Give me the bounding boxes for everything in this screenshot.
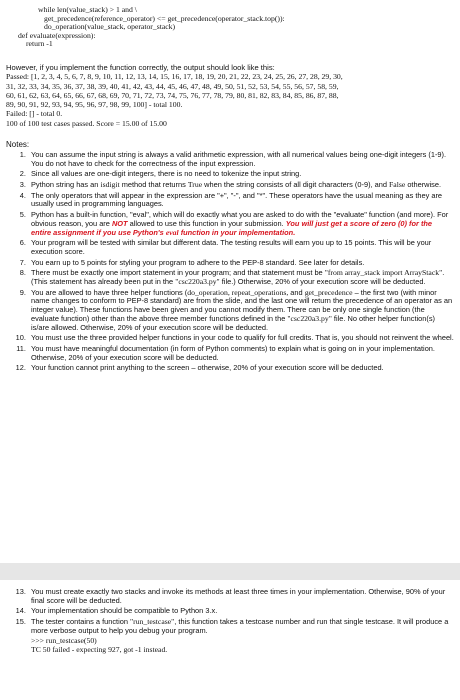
note-text: The tester contains a function — [31, 616, 131, 626]
passed-line: 31, 32, 33, 34, 35, 36, 37, 38, 39, 40, 41, 42, 43, 44, 45, 46, 47, 48, 49, 50, 51, 52, 53, 54, 55, 56, 57, 58, 59, — [6, 81, 339, 91]
note-text: when the string consists of all digit characters (0-9), and — [202, 180, 390, 190]
note-text: The only operators that will appear in the expression are "+", "-", and "*". These operators have the usual meaning as they are usually used in programming languages. — [31, 190, 443, 209]
code-line: do_operation(value_stack, operator_stack) — [44, 22, 176, 32]
console-command: >>> run_testcase(50) — [31, 635, 97, 645]
note-item — [28, 181, 454, 190]
note-text: Your implementation should be compatible to Python 3.x. — [31, 606, 218, 616]
failed-line: Failed: [] - total 0. — [6, 109, 63, 119]
note-item — [28, 345, 454, 363]
inline-code: False — [389, 180, 406, 190]
note-text: You must have meaningful documentation (in form of Python comments) to explain what is going on in your implementation. Otherwise, 20% of your execution score will be deducted. — [31, 343, 435, 362]
note-text: You must use the three provided helper functions in your code to qualify for full credits. That is, you should not reinvent the wheel. — [31, 333, 454, 343]
code-line: return -1 — [26, 39, 53, 49]
note-item — [28, 289, 454, 333]
code-line: get_precedence(reference_operator) <= get_precedence(operator_stack.top()): — [44, 13, 285, 23]
score-line: 100 of 100 test cases passed. Score = 15.00 of 15.00 — [6, 118, 167, 128]
note-text: otherwise. — [405, 180, 442, 190]
page-separator — [0, 563, 460, 580]
inline-code: "run_testcase" — [130, 616, 175, 626]
expected-output — [6, 63, 454, 128]
notes-list — [6, 151, 454, 373]
code-line: def evaluate(expression): — [18, 30, 96, 40]
note-text: and — [288, 287, 305, 297]
note-text: file.) Otherwise, 20% of your execution score will be deducted. — [219, 276, 426, 286]
note-item — [28, 588, 454, 606]
note-text: , this function takes a testcase number and run that single testcase. It will produce a more verbose output to help you debug your program. — [31, 616, 449, 635]
passed-line: 60, 61, 62, 63, 64, 65, 66, 67, 68, 69, 70, 71, 72, 73, 74, 75, 76, 77, 78, 79, 80, 81, 82, 83, 84, 85, 86, 87, 88, — [6, 90, 339, 100]
note-item — [28, 192, 454, 210]
warning-text: You will just get a score of zero (0) for the entire assignment if you use Python's — [31, 218, 433, 237]
note-text: There must be exactly one import statement in your program; and that statement must be — [31, 268, 325, 278]
emphasis: NOT — [111, 218, 128, 228]
inline-code: isdigit — [100, 180, 120, 190]
note-item — [28, 211, 454, 237]
note-item — [28, 151, 454, 169]
note-text: You can assume the input string is always a valid arithmetic expression, with all numerical values being one-digit integers (1-9). You do not have to check for the correctness of the input expression. — [31, 150, 447, 168]
inline-code: "csc220a3.py" — [287, 313, 332, 323]
note-text: file. No other helper function(s) is/are allowed. Otherwise, 20% of your execution score will be deducted. — [31, 313, 435, 332]
note-text: Python string has an — [31, 180, 101, 190]
inline-code: True — [187, 180, 203, 190]
note-text: method that returns — [119, 180, 188, 190]
code-snippet — [6, 6, 454, 49]
note-text: allowed to use this function in your submission. — [127, 218, 286, 228]
note-text: . (This statement has already been put in the — [31, 268, 445, 286]
note-text: You are allowed to have three helper functions ( — [31, 287, 188, 297]
note-text: You must create exactly two stacks and invoke its methods at least three times in your implementation. Otherwise, 90% of your final score will be deducted. — [31, 587, 446, 605]
note-item — [28, 607, 454, 616]
note-item — [28, 334, 454, 343]
note-text: You earn up to 5 points for styling your program to adhere to the PEP-8 standard. See later for details. — [31, 257, 365, 267]
note-item — [28, 170, 454, 179]
console-output: TC 50 failed - expecting 927, got -1 instead. — [31, 644, 168, 654]
note-item — [28, 364, 454, 373]
note-item — [28, 239, 454, 257]
note-text: Your function cannot print anything to the screen – otherwise, 20% of your execution score will be deducted. — [31, 363, 384, 373]
notes-heading: Notes: — [6, 140, 30, 150]
notes-list-continued — [6, 588, 454, 654]
note-text: Python has a built-in function, "eval", which will do exactly what you are asked to do with the "evaluate" function (and more). For obvious reason, you are — [31, 210, 449, 228]
note-item — [28, 269, 454, 287]
inline-code: "from array_stack import ArrayStack" — [324, 268, 443, 278]
inline-code: do_operation, repeat_operations, — [187, 287, 289, 297]
inline-code: eval — [165, 227, 179, 237]
note-text: – the first two (with minor name changes to conform to PEP-8 standard) are from the slide, and the last one will return the precedence of an operator as an integer value). These functions have been given and you cannot modify them. There can be only one single function (the evaluate function) other than the above three member functions defined in the — [31, 287, 453, 323]
passed-line: Passed: [1, 2, 3, 4, 5, 6, 7, 8, 9, 10, 11, 12, 13, 14, 15, 16, 17, 18, 19, 20, 21, 22, 23, 24, 25, 26, 27, 28, 29, 30, — [6, 72, 343, 82]
passed-line: 89, 90, 91, 92, 93, 94, 95, 96, 97, 98, 99, 100] - total 100. — [6, 100, 183, 110]
code-line: while len(value_stack) > 1 and \ — [38, 5, 137, 14]
note-item — [28, 618, 454, 654]
note-text: Since all values are one-digit integers, there is no need to tokenize the input string. — [31, 169, 302, 179]
note-text: Your program will be tested with similar but different data. The testing results will earn you up to 15 points. This will be your execution score. — [31, 238, 432, 256]
inline-code: get_precedence — [304, 287, 353, 297]
output-intro: However, if you implement the function correctly, the output should look like this: — [6, 62, 275, 72]
note-item — [28, 259, 454, 268]
inline-code: "csc220a3.py" — [175, 276, 220, 286]
warning-text: function in your implementation. — [178, 227, 296, 237]
document-page-2 — [0, 580, 460, 700]
